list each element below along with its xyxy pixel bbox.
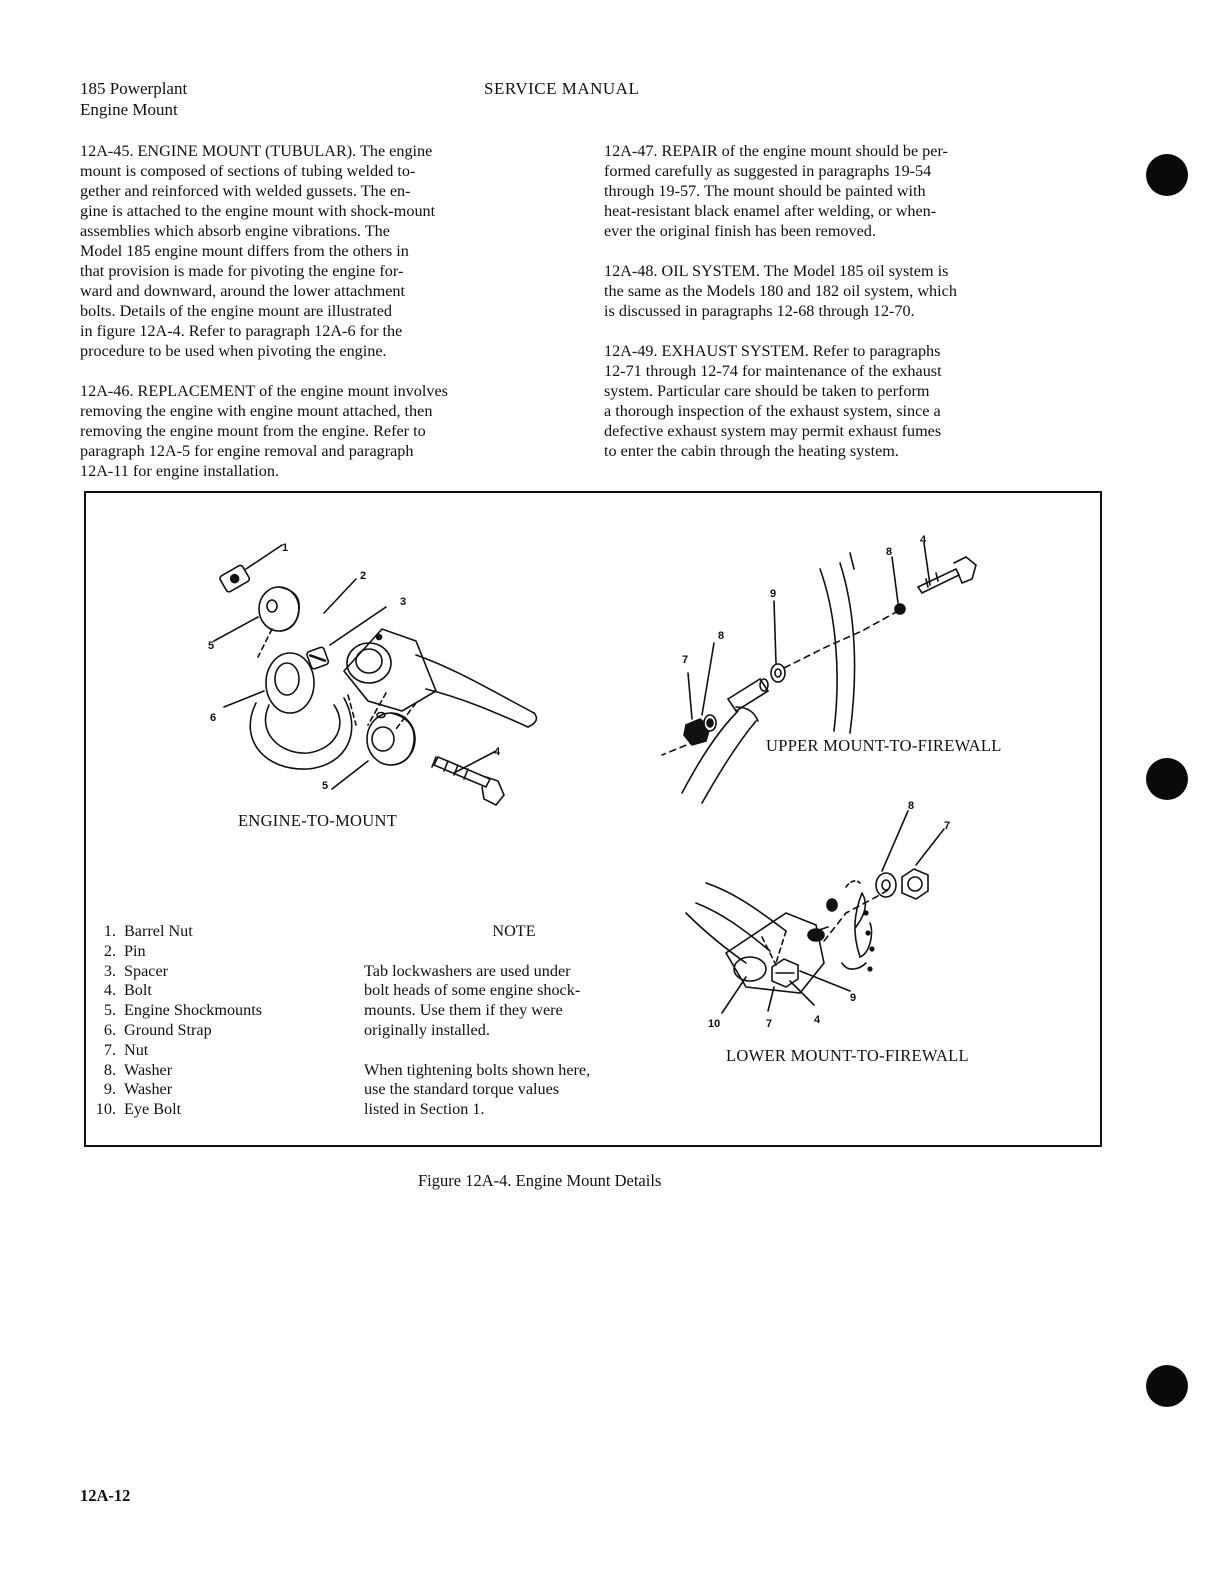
- figure-caption: Figure 12A-4. Engine Mount Details: [418, 1171, 662, 1190]
- callout-8: 8: [718, 630, 725, 642]
- label-upper-mount-to-firewall: UPPER MOUNT-TO-FIREWALL: [766, 736, 1002, 755]
- figure-frame: [84, 491, 1102, 1147]
- legend-item: 6. Ground Strap: [103, 1020, 212, 1039]
- callout-4: 4: [920, 534, 927, 546]
- callout-9: 9: [850, 992, 857, 1004]
- note-paragraph-1: Tab lockwashers are used under bolt heads of some engine shock- mounts. Use them if they were originally installed.: [364, 961, 581, 1039]
- legend-item: 8. Washer: [103, 1060, 173, 1079]
- section-subtitle: Engine Mount: [80, 100, 178, 119]
- legend-item: 10. Eye Bolt: [95, 1100, 182, 1119]
- legend-item: 4. Bolt: [103, 981, 152, 1000]
- parts-legend: [86, 922, 262, 1120]
- left-column: [80, 141, 580, 501]
- callout-8: 8: [886, 546, 893, 558]
- binder-hole-top: [1146, 154, 1188, 196]
- callout-4: 4: [494, 746, 501, 758]
- callout-7: 7: [766, 1018, 773, 1030]
- callout-9: 9: [770, 588, 777, 600]
- legend-item: 3. Spacer: [103, 961, 169, 980]
- paragraph-12a-46: 12A-46. REPLACEMENT of the engine mount involves removing the engine with engine mount attached, then removing the engine mount from the engine. Refer to paragraph 12A-5 for engine removal and paragraph 12A-11 for engine installation.: [80, 382, 448, 480]
- paragraph-12a-49: 12A-49. EXHAUST SYSTEM. Refer to paragraphs 12-71 through 12-74 for maintenance of the exhaust system. Particular care should be taken to perform a thorough inspection of the exhaust system, since a defective exhaust system may permit exhaust fumes to enter the cabin through the heating system.: [604, 342, 942, 460]
- section-title: 185 Powerplant: [80, 79, 188, 98]
- callout-3: 3: [400, 596, 407, 608]
- legend-item: 9. Washer: [103, 1080, 173, 1099]
- callout-2: 2: [360, 570, 367, 582]
- label-engine-to-mount: ENGINE-TO-MOUNT: [238, 811, 398, 830]
- paragraph-12a-45: 12A-45. ENGINE MOUNT (TUBULAR). The engine mount is composed of sections of tubing welded to- gether and reinforced with welded gussets. The en- gine is attached to the engine mount with shock-mount assemblies which absorb engine vibrations. The Model 185 engine mount differs from the others in that provision is made for pivoting the engine for- ward and downward, around the lower attachment bolts. Details of the engine mount are illustrated in figure 12A-4. Refer to paragraph 12A-6 for the procedure to be used when pivoting the engine.: [80, 142, 436, 360]
- engine-to-mount-drawing: [214, 545, 536, 805]
- callout-5: 5: [208, 640, 215, 652]
- header-section: [80, 78, 187, 120]
- right-column: [604, 141, 1084, 481]
- page-number: 12A-12: [80, 1486, 131, 1505]
- label-lower-mount-to-firewall: LOWER MOUNT-TO-FIREWALL: [726, 1046, 969, 1065]
- legend-item: 2. Pin: [103, 941, 146, 960]
- note-title: NOTE: [492, 922, 536, 940]
- note-paragraph-2: When tightening bolts shown here, use the standard torque values listed in Section 1.: [364, 1060, 591, 1119]
- binder-hole-bottom: [1146, 1365, 1188, 1407]
- legend-item: 5. Engine Shockmounts: [103, 1001, 263, 1020]
- callout-4: 4: [814, 1014, 821, 1026]
- note-block: [364, 922, 694, 1140]
- binder-hole-middle: [1146, 758, 1188, 800]
- legend-item: 7. Nut: [103, 1040, 149, 1059]
- callout-8: 8: [908, 800, 915, 812]
- callout-5: 5: [322, 780, 329, 792]
- upper-mount-drawing: [662, 543, 976, 803]
- callout-6: 6: [210, 712, 217, 724]
- callout-1: 1: [282, 542, 289, 554]
- paragraph-12a-47: 12A-47. REPAIR of the engine mount should be per- formed carefully as suggested in paragraphs 19-54 through 19-57. The mount should be painted with heat-resistant black enamel after welding, or when- ever the original finish has been removed.: [604, 142, 948, 240]
- callout-7: 7: [682, 654, 689, 666]
- paragraph-12a-48: 12A-48. OIL SYSTEM. The Model 185 oil system is the same as the Models 180 and 182 oil system, which is discussed in paragraphs 12-68 through 12-70.: [604, 262, 957, 320]
- legend-item: 1. Barrel Nut: [103, 922, 193, 940]
- callout-7: 7: [944, 820, 951, 832]
- manual-title: SERVICE MANUAL: [484, 79, 640, 98]
- lower-mount-drawing: [686, 811, 944, 1013]
- callout-10: 10: [708, 1018, 721, 1030]
